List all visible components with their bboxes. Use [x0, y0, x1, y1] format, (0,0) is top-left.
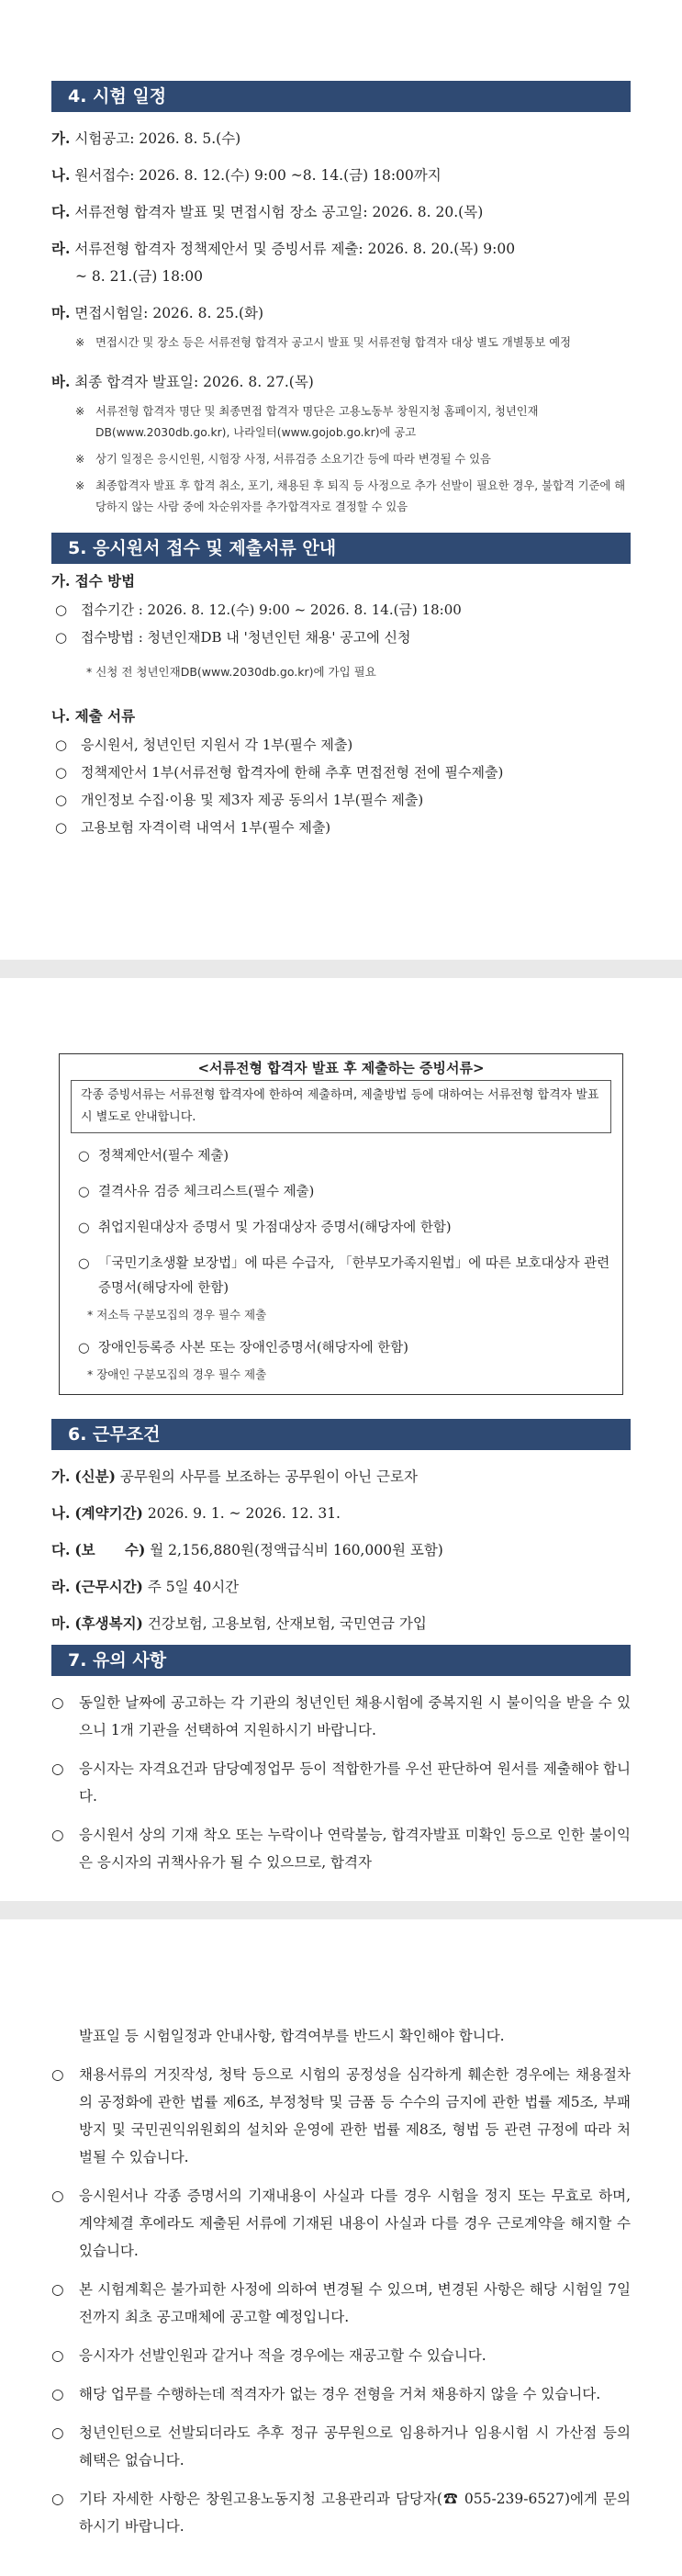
circle-bullet: ○: [78, 1256, 90, 1271]
circle-bullet: ○: [55, 737, 68, 753]
circle-bullet: ○: [51, 2386, 64, 2402]
item-text: 서류전형 합격자 정책제안서 및 증빙서류 제출: 2026. 8. 20.(목) 9:00: [74, 241, 516, 257]
box-item: ○ 결격사유 검증 체크리스트(필수 제출): [71, 1180, 611, 1205]
box-item: ○ 정책제안서(필수 제출): [71, 1144, 611, 1169]
circle-bullet: ○: [51, 2066, 64, 2083]
list-item: ○ 고용보험 자격이력 내역서 1부(필수 제출): [51, 815, 631, 840]
schedule-item: [51, 368, 631, 396]
condition-item: 라. (근무시간) 주 5일 40시간: [51, 1578, 240, 1595]
condition-item: 마. (후생복지) 건강보험, 고용보험, 산재보험, 국민연금 가입: [51, 1614, 427, 1632]
sub-note: * 신청 전 청년인재DB(www.2030db.go.kr)에 가입 필요: [86, 664, 376, 679]
box-item: ○ 장애인등록증 사본 또는 장애인증명서(해당자에 한함): [71, 1336, 611, 1361]
reference-mark: ※: [75, 405, 85, 418]
list-item: ○ 접수방법 : 청년인재DB 내 '청년인턴 채용' 공고에 신청: [51, 624, 631, 650]
notice-item: ○ 응시자는 자격요건과 담당예정업무 등이 적합한가를 우선 판단하여 원서를 제출해야 합니다.: [51, 1755, 631, 1810]
reference-note: [51, 449, 631, 470]
notice-item: ○ 응시원서나 각종 증명서의 기재내용이 사실과 다를 경우 시험을 정지 또는 무효로 하며, 계약체결 후에라도 제출된 서류에 기재된 내용이 사실과 다를 경우 근로계약을 해지할 수 있습니다.: [51, 2182, 631, 2265]
reference-mark: ※: [75, 479, 85, 492]
circle-bullet: ○: [51, 1827, 64, 1843]
circle-bullet: ○: [51, 2424, 64, 2441]
section-title-application: 5. 응시원서 접수 및 제출서류 안내: [51, 533, 631, 564]
circle-bullet: ○: [51, 1760, 64, 1777]
schedule-item: [51, 198, 631, 226]
notice-item: ○ 본 시험계획은 불가피한 사정에 의하여 변경될 수 있으며, 변경된 사항은 해당 시험일 7일 전까지 최초 공고매체에 공고할 예정입니다.: [51, 2276, 631, 2331]
item-text: 원서접수: 2026. 8. 12.(수) 9:00 ~8. 14.(금) 18:00까지: [74, 167, 442, 184]
circle-bullet: ○: [78, 1185, 90, 1199]
reference-mark: ※: [75, 336, 85, 349]
schedule-item: [51, 299, 631, 327]
circle-bullet: ○: [78, 1149, 90, 1164]
box-heading: <서류전형 합격자 발표 후 제출하는 증빙서류>: [197, 1060, 485, 1076]
reference-note: [51, 401, 631, 444]
reference-mark: ※: [75, 453, 85, 466]
section-title-notes: 7. 유의 사항: [51, 1645, 631, 1676]
box-sub-note: * 장애인 구분모집의 경우 필수 제출: [87, 1367, 267, 1381]
condition-item: 나. (계약기간) 2026. 9. 1. ~ 2026. 12. 31.: [51, 1504, 341, 1522]
circle-bullet: ○: [51, 2491, 64, 2507]
notice-item: ○ 해당 업무를 수행하는데 적격자가 없는 경우 전형을 거쳐 채용하지 않을 수 있습니다.: [51, 2380, 631, 2408]
reference-note: [51, 332, 631, 354]
circle-bullet: ○: [55, 764, 68, 781]
box-item: ○ 「국민기초생활 보장법」에 따른 수급자, 「한부모가족지원법」에 따른 보호대상자 관련 증명서(해당자에 한함): [71, 1252, 611, 1301]
circle-bullet: ○: [55, 819, 68, 836]
item-label: 다.: [51, 203, 71, 220]
item-label: 나.: [51, 166, 71, 184]
list-item: ○ 개인정보 수집·이용 및 제3자 제공 동의서 1부(필수 제출): [51, 787, 631, 813]
schedule-item: [51, 162, 631, 189]
note-text: 서류전형 합격자 명단 및 최종면접 합격자 명단은 고용노동부 창원지청 홈페이지, 청년인재DB(www.2030db.go.kr), 나라일터(www.gojob.go.kr)에 공고: [95, 405, 539, 439]
section-title-schedule: 4. 시험 일정: [51, 81, 631, 112]
item-label: 마.: [51, 304, 71, 321]
item-text: 면접시험일: 2026. 8. 25.(화): [74, 305, 264, 321]
document-page-3: [0, 1919, 682, 2576]
notice-item: ○ 응시원서 상의 기재 착오 또는 누락이나 연락불능, 합격자발표 미확인 등으로 인한 불이익은 응시자의 귀책사유가 될 수 있으므로, 합격자: [51, 1821, 631, 1876]
schedule-item-continuation: ~ 8. 21.(금) 18:00: [75, 268, 203, 285]
condition-item: 가. (신분) 공무원의 사무를 보조하는 공무원이 아닌 근로자: [51, 1468, 418, 1485]
sub-heading: 나. 제출 서류: [51, 707, 136, 725]
section-title-work-conditions: 6. 근무조건: [51, 1419, 631, 1450]
schedule-item: [51, 125, 631, 152]
notice-item: ○ 동일한 날짜에 공고하는 각 기관의 청년인턴 채용시험에 중복지원 시 불이익을 받을 수 있으니 1개 기관을 선택하여 지원하시기 바랍니다.: [51, 1689, 631, 1744]
note-text: 면접시간 및 장소 등은 서류전형 합격자 공고시 발표 및 서류전형 합격자 대상 별도 개별통보 예정: [95, 336, 571, 349]
item-text: 서류전형 합격자 발표 및 면접시험 장소 공고일: 2026. 8. 20.(목): [74, 204, 484, 220]
circle-bullet: ○: [55, 792, 68, 808]
circle-bullet: ○: [51, 2281, 64, 2298]
evidence-documents-box: [59, 1053, 623, 1395]
notice-continuation: 발표일 등 시험일정과 안내사항, 합격여부를 반드시 확인해야 합니다.: [79, 2028, 505, 2044]
list-item: ○ 접수기간 : 2026. 8. 12.(수) 9:00 ~ 2026. 8. 14.(금) 18:00: [51, 597, 631, 623]
circle-bullet: ○: [78, 1221, 90, 1235]
notice-item: ○ 채용서류의 거짓작성, 청탁 등으로 시험의 공정성을 심각하게 훼손한 경우에는 채용절차의 공정화에 관한 법률 제6조, 부정청탁 및 금품 등 수수의 금지에 관한 법률 제5조, 부패방지 및 국민권익위원회의 설치와 운영에 관한 법률 제8조, 형법 등 관련 규정에 따라 처벌될 수 있습니다.: [51, 2061, 631, 2171]
notice-item: ○ 응시자가 선발인원과 같거나 적을 경우에는 재공고할 수 있습니다.: [51, 2342, 631, 2369]
list-item: ○ 응시원서, 청년인턴 지원서 각 1부(필수 제출): [51, 732, 631, 758]
item-text: 시험공고: 2026. 8. 5.(수): [74, 130, 241, 147]
list-item: ○ 정책제안서 1부(서류전형 합격자에 한해 추후 면접전형 전에 필수제출): [51, 759, 631, 785]
document-page-1: [0, 0, 682, 960]
circle-bullet: ○: [55, 602, 68, 618]
reference-note: [51, 476, 631, 518]
circle-bullet: ○: [51, 2188, 64, 2204]
notice-item: ○ 기타 자세한 사항은 창원고용노동지청 고용관리과 담당자(☎ 055-239-6527)에게 문의하시기 바랍니다.: [51, 2485, 631, 2540]
schedule-item: [51, 235, 631, 263]
item-text: 최종 합격자 발표일: 2026. 8. 27.(목): [74, 374, 314, 390]
note-text: 상기 일정은 응시인원, 시험장 사정, 서류검증 소요기간 등에 따라 변경될 수 있음: [95, 453, 491, 466]
item-label: 라.: [51, 240, 71, 257]
item-label: 바.: [51, 373, 71, 390]
note-text: 최종합격자 발표 후 합격 취소, 포기, 채용된 후 퇴직 등 사정으로 추가 선발이 필요한 경우, 불합격 기준에 해당하지 않는 사람 중에 차순위자를 추가합격자로 결정할 수 있음: [95, 479, 626, 513]
circle-bullet: ○: [51, 1694, 64, 1711]
box-intro: 각종 증빙서류는 서류전형 합격자에 한하여 제출하며, 제출방법 등에 대하여는 서류전형 합격자 발표 시 별도로 안내합니다.: [71, 1080, 611, 1133]
circle-bullet: ○: [55, 629, 68, 646]
sub-heading: 가. 접수 방법: [51, 572, 136, 590]
box-sub-note: * 저소득 구분모집의 경우 필수 제출: [87, 1308, 267, 1322]
condition-item: 다. (보 수) 월 2,156,880원(정액급식비 160,000원 포함): [51, 1541, 443, 1558]
circle-bullet: ○: [78, 1341, 90, 1355]
circle-bullet: ○: [51, 2347, 64, 2364]
notice-item: ○ 청년인턴으로 선발되더라도 추후 정규 공무원으로 임용하거나 임용시험 시 가산점 등의 혜택은 없습니다.: [51, 2419, 631, 2474]
box-item: ○ 취업지원대상자 증명서 및 가점대상자 증명서(해당자에 한함): [71, 1216, 611, 1241]
document-page-2: [0, 978, 682, 1901]
item-label: 가.: [51, 129, 71, 147]
